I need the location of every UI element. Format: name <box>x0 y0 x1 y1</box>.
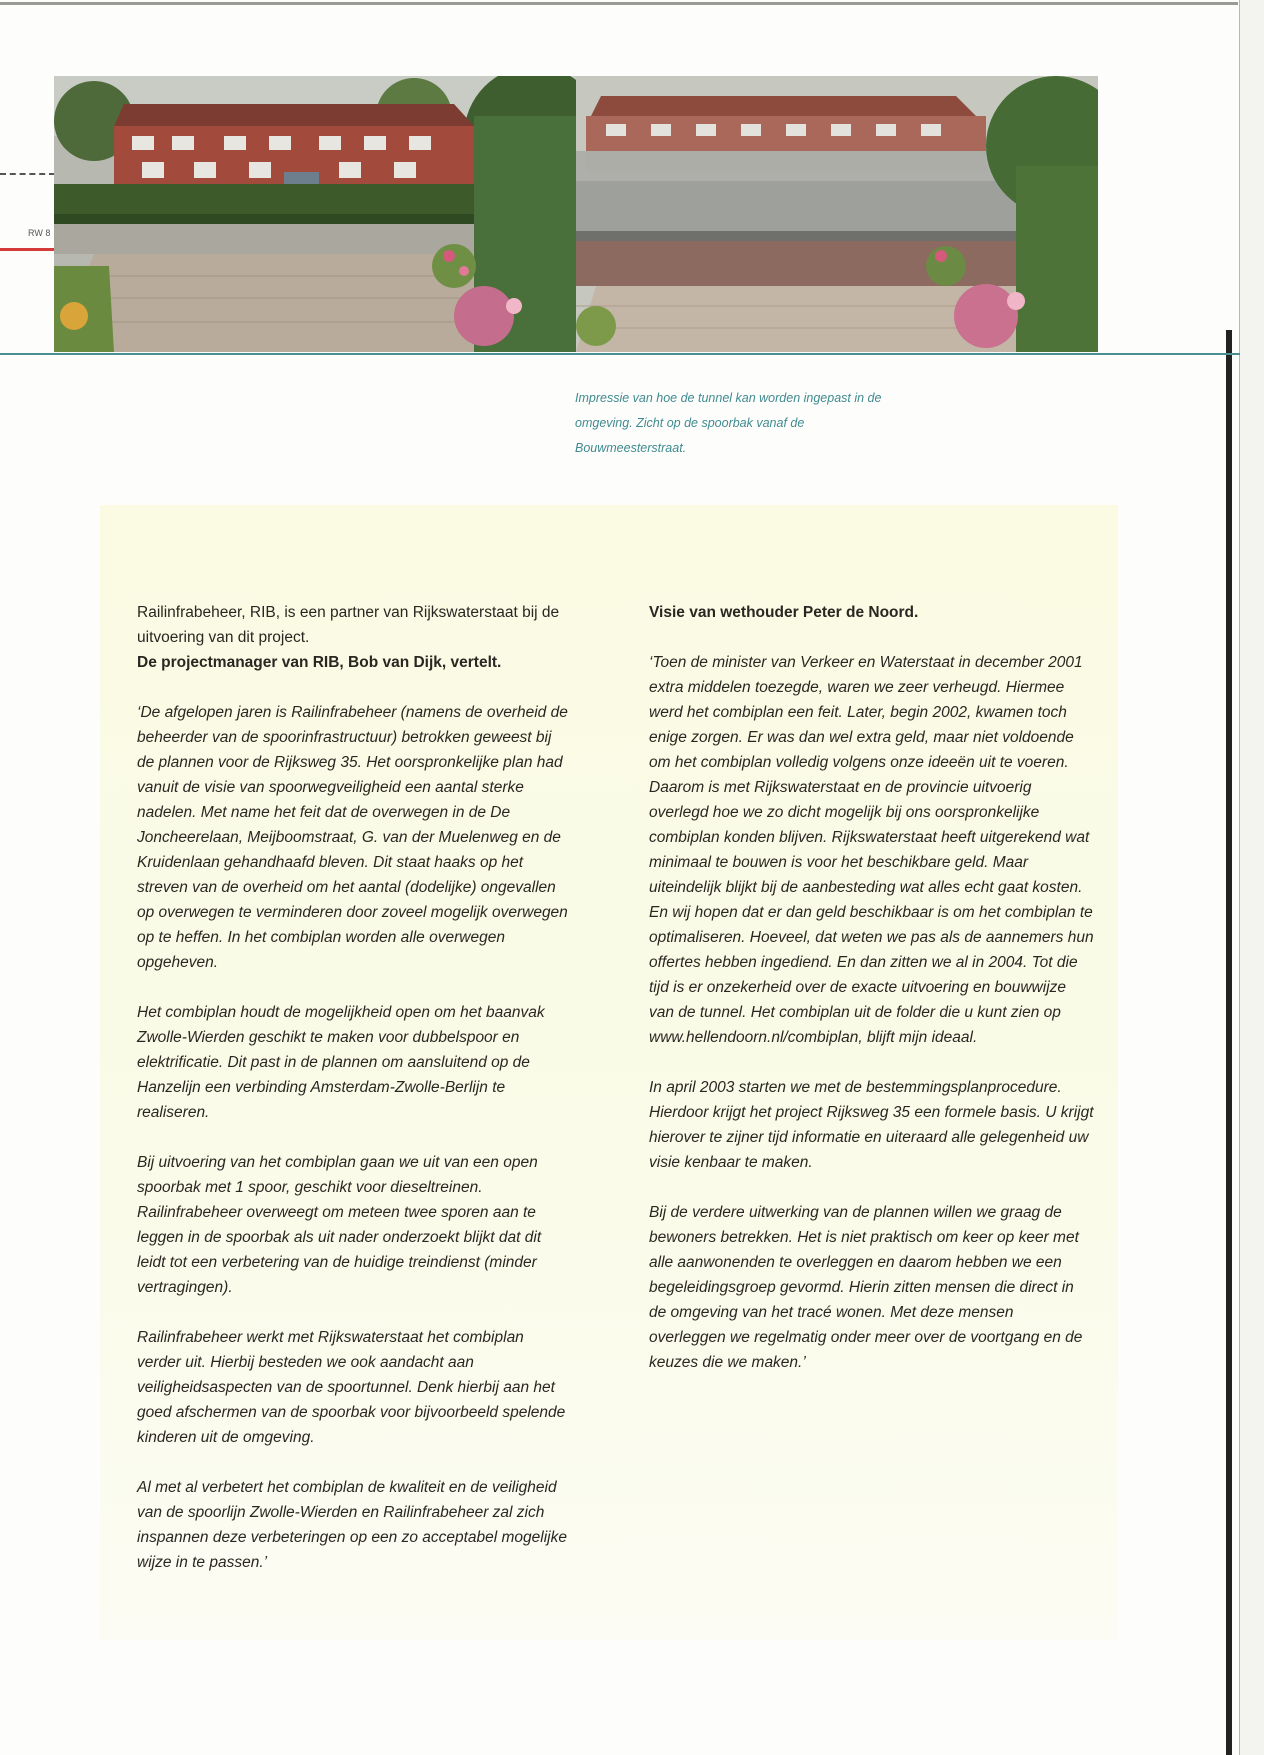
left-column <box>137 600 572 1600</box>
page-right-edge <box>1239 0 1264 1755</box>
left-paragraph: Railinfrabeheer werkt met Rijkswaterstaat het combiplan verder uit. Hierbij besteden we ook aandacht aan veiligheidsaspecten van de spoortunnel. Denk hierbij aan het goed afschermen van de spoorbak voor bijvoorbeeld spelende kinderen uit de omgeving. <box>137 1329 566 1446</box>
right-paragraph: ‘Toen de minister van Verkeer en Waterstaat in december 2001 extra middelen toezegde, waren we zeer verheugd. Hiermee werd het combiplan een feit. Later, begin 2002, kwamen toch enige zorgen. Er was dan wel extra geld, maar niet voldoende om het combiplan volledig volgens onze ideeën uit te voeren. Daarom is met Rijkswaterstaat en de provincie uitvoerig overlegd hoe we zo dicht mogelijk bij ons oorspronkelijke combiplan konden blijven. Rijkswaterstaat heeft uitgerekend wat minimaal te bouwen is voor het beschikbare geld. Maar uiteindelijk blijkt bij de aanbesteding wat alles echt gaat kosten. En wij hopen dat er dan geld beschikbaar is om het combiplan te optimaliseren. Hoeveel, dat weten we pas als de aannemers hun offertes hebben ingediend. En dan zitten we al in 2004. Tot die tijd is er onzekerheid over de exacte uitvoering en bouwwijze van de tunnel. Het combiplan uit de folder die u kunt zien op www.hellendoorn.nl/combiplan, blijft mijn ideaal. <box>649 654 1094 1046</box>
red-margin-line <box>0 248 55 251</box>
left-paragraph: Bij uitvoering van het combiplan gaan we uit van een open spoorbak met 1 spoor, geschikt voor dieseltreinen. Railinfrabeheer overweegt om meteen twee sporen aan te leggen in de spoorbak als uit nader onderzoekt blijkt dat dit leidt tot een verbetering van de huidige treindienst (minder vertragingen). <box>137 1154 542 1296</box>
right-paragraph: Bij de verdere uitwerking van de plannen willen we graag de bewoners betrekken. Het is niet praktisch om keer op keer met alle aanwonenden te overleggen en daarom hebben we een begeleidingsgroep gevormd. Hierin zitten mensen die direct in de omgeving van het tracé wonen. Met deze mensen overleggen we regelmatig onder meer over de voortgang en de keuzes die we maken.’ <box>649 1204 1083 1371</box>
left-intro-bold: De projectmanager van RIB, Bob van Dijk, vertelt. <box>137 654 502 671</box>
left-paragraph: Het combiplan houdt de mogelijkheid open om het baanvak Zwolle-Wierden geschikt te maken voor dubbelspoor en elektrificatie. Dit past in de plannen om aansluitend op de Hanzelijn een verbinding Amsterdam-Zwolle-Berlijn te realiseren. <box>137 1004 545 1121</box>
right-paragraph: In april 2003 starten we met de bestemmingsplanprocedure. Hierdoor krijgt het project Rijksweg 35 een formele basis. U krijgt hierover te zijner tijd informatie en uiteraard alle gelegenheid uw visie kenbaar te maken. <box>649 1079 1094 1171</box>
right-heading: Visie van wethouder Peter de Noord. <box>649 604 919 621</box>
right-column <box>649 600 1094 1400</box>
right-black-bar <box>1226 330 1232 1755</box>
page-side-label: RW 8 <box>28 228 51 238</box>
photo-tunnel-impression <box>576 76 1098 352</box>
left-intro <box>137 600 572 675</box>
dashed-margin-line <box>0 173 55 175</box>
teal-rule <box>0 353 1240 355</box>
top-edge-line <box>0 2 1238 5</box>
left-intro-text: Railinfrabeheer, RIB, is een partner van Rijkswaterstaat bij de uitvoering van dit project. <box>137 604 560 646</box>
photo-caption: Impressie van hoe de tunnel kan worden ingepast in de omgeving. Zicht op de spoorbak vanaf de Bouwmeesterstraat. <box>575 391 882 455</box>
photo-current-situation <box>54 76 576 352</box>
left-paragraph: Al met al verbetert het combiplan de kwaliteit en de veiligheid van de spoorlijn Zwolle-Wierden en Railinfrabeheer zal zich inspannen deze verbeteringen op een zo acceptabel mogelijke wijze in te passen.’ <box>137 1479 567 1571</box>
left-paragraph: ‘De afgelopen jaren is Railinfrabeheer (namens de overheid de beheerder van de spoorinfrastructuur) betrokken geweest bij de plannen voor de Rijksweg 35. Het oorspronkelijke plan had vanuit de visie van spoorwegveiligheid een aantal sterke nadelen. Met name het feit dat de overwegen in de De Joncheerelaan, Meijboomstraat, G. van der Muelenweg en de Kruidenlaan gehandhaafd bleven. Dit staat haaks op het streven van de overheid om het aantal (dodelijke) ongevallen op overwegen te verminderen door zoveel mogelijk overwegen op te heffen. In het combiplan worden alle overwegen opgeheven. <box>137 704 568 971</box>
